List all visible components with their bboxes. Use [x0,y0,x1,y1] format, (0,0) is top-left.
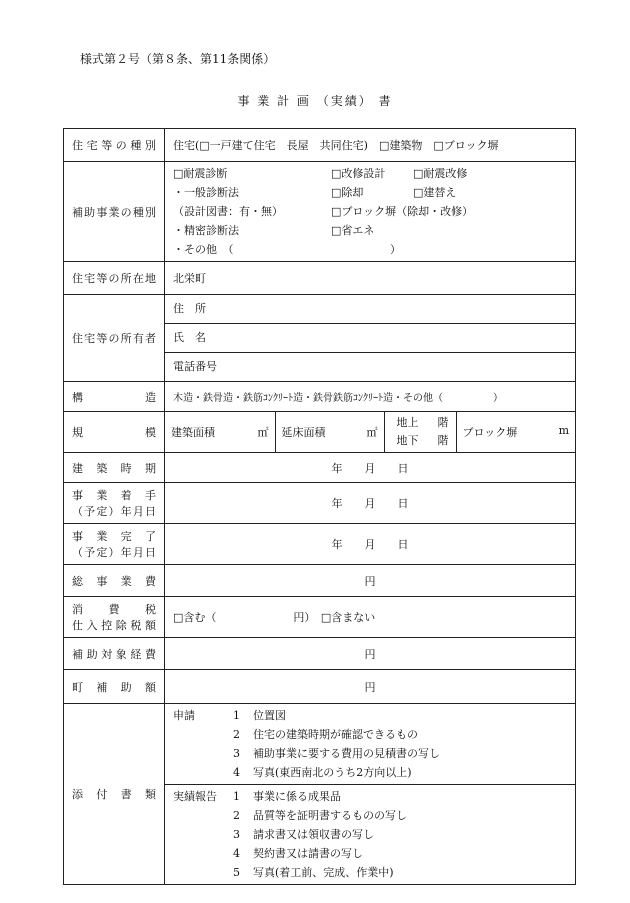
attachment-num: 3 [233,828,240,841]
finish-date-label-line1: 事業完了 [72,530,156,543]
report-attachments [165,785,575,884]
attachment-item: 請求書又は領収書の写し [253,828,374,841]
owner-phone-label: 電話番号 [173,360,217,373]
attachment-item: 位置図 [253,709,286,722]
application-label: 申請 [173,709,195,722]
document-title: 事 業 計 画 （実績） 書 [237,94,393,108]
report-label: 実績報告 [173,790,217,803]
form-number: 様式第２号（第８条、第11条関係） [80,52,276,66]
above-ground-label: 地上 [396,416,419,429]
attachment-item: 品質等を証明書するものの写し [253,809,407,822]
floor-area-unit: ㎡ [366,426,378,439]
below-ground-unit: 階 [437,434,449,447]
project-type-col-1 [173,164,331,259]
project-type-col-3 [413,164,467,259]
tax-deduction-label-line2: 仕入控除税額 [72,619,156,632]
option-other[interactable]: ・その他 （ [173,243,234,256]
owner-label: 住宅等の所有者 [64,295,165,382]
housing-type-value[interactable]: 住宅(□一戸建て住宅 長屋 共同住宅) □建築物 □ブロック塀 [165,129,576,162]
total-cost-value[interactable]: 円 [165,565,576,597]
location-label: 住宅等の所在地 [64,262,165,295]
attachment-item: 契約書又は請書の写し [253,847,363,860]
attachment-num: 4 [233,766,240,779]
scale-label [64,412,165,453]
project-plan-form [63,128,576,885]
attachments-list [165,704,576,885]
floors-field[interactable] [384,412,456,452]
town-subsidy-label: 町補助額 [64,670,165,704]
above-ground-unit: 階 [437,416,449,429]
below-ground-label: 地下 [396,434,419,447]
building-area-unit: ㎡ [257,426,269,439]
owner-fields [165,295,576,382]
scale-label-left: 規 [72,426,83,439]
attachment-num: 2 [233,809,240,822]
subsidy-target-value[interactable]: 円 [165,638,576,670]
option-precise-diagnosis[interactable]: ・精密診断法 [173,224,239,237]
block-wall-unit: m [558,424,569,437]
project-type-options[interactable] [165,162,576,262]
option-block-wall[interactable]: □ブロック塀（除却・改修） [331,205,474,218]
option-general-diagnosis[interactable]: ・一般診断法 [173,186,239,199]
tax-deduction-label [64,597,165,638]
option-energy-saving[interactable]: □省エネ [331,224,375,237]
attachment-item: 住宅の建築時期が確認できるもの [253,728,418,741]
application-attachments [165,704,575,785]
attachment-num: 1 [233,709,240,722]
project-type-label: 補助事業の種別 [64,162,165,262]
location-value[interactable]: 北栄町 [165,262,576,295]
total-cost-label: 総事業費 [64,565,165,597]
build-date-value[interactable]: 年 月 日 [165,453,576,483]
option-retrofit-design[interactable]: □改修設計 [331,167,386,180]
housing-type-label: 住宅等の種別 [64,129,165,162]
structure-label-right: 造 [145,390,156,404]
option-rebuild[interactable]: □建替え [413,186,457,199]
attachment-num: 3 [233,747,240,760]
owner-address-field[interactable] [165,295,575,324]
owner-name-label: 氏 名 [173,331,206,344]
other-close-paren: ） [390,243,401,256]
attachment-num: 5 [233,866,240,879]
attachments-label: 添付書類 [64,704,165,885]
attachment-num: 4 [233,847,240,860]
option-demolition[interactable]: □除却 [331,186,364,199]
owner-name-field[interactable] [165,324,575,353]
start-date-label [64,483,165,524]
build-date-label: 建築時期 [64,453,165,483]
finish-date-label-line2: （予定）年月日 [72,546,156,559]
subsidy-target-label: 補助対象経費 [64,638,165,670]
start-date-value[interactable]: 年 月 日 [165,483,576,524]
town-subsidy-value[interactable]: 円 [165,670,576,704]
owner-phone-field[interactable] [165,353,575,381]
finish-date-label [64,524,165,565]
structure-value[interactable]: 木造・鉄骨造・鉄筋ｺﾝｸﾘｰﾄ造・鉄骨鉄筋ｺﾝｸﾘｰﾄ造・その他（ ） [165,382,576,412]
tax-deduction-value[interactable]: □含む（ 円） □含まない [165,597,576,638]
structure-label [64,382,165,412]
start-date-label-line2: （予定）年月日 [72,505,156,518]
start-date-label-line1: 事業着手 [72,489,156,502]
option-seismic-diagnosis[interactable]: □耐震診断 [173,167,228,180]
building-area-field[interactable] [165,412,275,452]
finish-date-value[interactable]: 年 月 日 [165,524,576,565]
option-design-docs[interactable]: （設計図書：有・無） [173,205,283,218]
floor-area-label: 延床面積 [281,426,326,439]
block-wall-label: ブロック塀 [462,426,518,439]
attachment-item: 写真(東西南北のうち2方向以上) [253,766,412,779]
attachment-item: 写真(着工前、完成、作業中) [253,866,394,879]
scale-fields [165,412,576,453]
building-area-label: 建築面積 [171,426,215,439]
attachment-num: 2 [233,728,240,741]
option-seismic-retrofit[interactable]: □耐震改修 [413,167,468,180]
block-wall-field[interactable] [456,412,575,452]
tax-deduction-label-line1: 消費税 [72,603,156,616]
attachment-item: 事業に係る成果品 [253,790,341,803]
attachment-num: 1 [233,790,240,803]
floor-area-field[interactable] [275,412,384,452]
scale-label-right: 模 [145,426,156,439]
attachment-item: 補助事業に要する費用の見積書の写し [253,747,440,760]
structure-label-left: 構 [72,390,83,404]
owner-address-label: 住 所 [173,302,206,315]
